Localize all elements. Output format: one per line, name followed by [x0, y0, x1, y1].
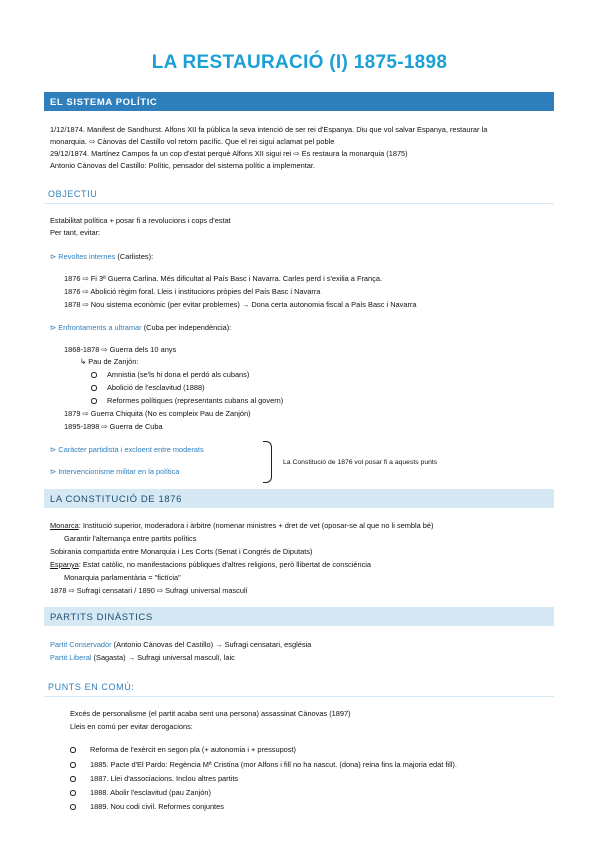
revoltes-tail: (Carlistes):	[115, 252, 154, 261]
partit-liberal	[50, 653, 235, 663]
espanya-label: Espanya	[50, 560, 79, 569]
zanjon-item: Amnistia (se'ls hi dona el perdó als cubans)	[107, 370, 250, 379]
intervencionisme-heading: ⊳ Intervencionisme militar en la política	[50, 467, 180, 476]
zanjon-item: Reformes polítiques (representants cubans al govern)	[107, 396, 284, 405]
monarca-label: Monarca	[50, 521, 79, 530]
monarca-text: : Institució superior, moderadora i àrbitre (nomenar ministres + dret de vet (oposar-se al que no li sembla bé)	[78, 521, 434, 530]
espanya-line	[50, 560, 371, 570]
revoltes-heading	[50, 252, 153, 262]
objectiu-line: Estabilitat política + posar fi a revolucions i cops d'estat	[50, 216, 231, 225]
objectiu-line: Per tant, evitar:	[50, 228, 101, 237]
bullet-icon	[70, 776, 76, 782]
constitucio-line: Monarquia parlamentària = "fictícia"	[64, 573, 181, 582]
bullet-icon	[70, 790, 76, 796]
constitucio-line: Sobirania compartida entre Monarquia i Les Corts (Senat i Congrés de Diputats)	[50, 547, 313, 556]
bullet-icon	[91, 385, 97, 391]
sistema-line: 1/12/1874. Manifest de Sandhurst. Alfons XII fa pública la seva intenció de ser rei d'Espanya. Diu que vol salvar Espanya, restaurar la	[50, 125, 488, 134]
section-title: LA CONSTITUCIÓ DE 1876	[50, 494, 182, 505]
punts-item: Reforma de l'exèrcit en segon pla (+ autonomia i + pressupost)	[90, 745, 296, 754]
sistema-line: Antonio Cànovas del Castillo: Polític, pensador del sistema polític a implementar.	[50, 161, 315, 170]
bullet-icon	[91, 372, 97, 378]
punts-line: Excés de personalisme (el partit acaba sent una persona) assassinat Cànovas (1897)	[70, 709, 351, 718]
revoltes-item: 1878 ⇨ Nou sistema econòmic (per evitar problemes) → Dona certa autonomia fiscal a País Basc i Navarra	[64, 300, 417, 309]
ultramar-label: ⊳ Enfrontaments a ultramar	[50, 323, 142, 332]
section-header-sistema	[44, 92, 554, 111]
brace-icon	[263, 441, 272, 483]
caracter-heading: ⊳ Caràcter partidista i excloent entre moderats	[50, 445, 204, 454]
zanjon-item: Abolició de l'esclavitud (1888)	[107, 383, 205, 392]
conservador-label: Partit Conservador	[50, 640, 112, 649]
section-title: EL SISTEMA POLÍTIC	[50, 97, 158, 108]
espanya-text: : Estat catòlic, no manifestacions públiques d'altres religions, però llibertat de consciència	[78, 560, 372, 569]
punts-item: 1887. Llei d'associacions. Inclou altres partits	[90, 774, 239, 783]
divider	[44, 696, 554, 697]
punts-item: 1889. Nou codi civil. Reformes conjuntes	[90, 802, 224, 811]
zanjon-heading: ↳ Pau de Zanjón:	[80, 357, 139, 366]
revoltes-label: ⊳ Revoltes internes	[50, 252, 116, 261]
monarca-line	[50, 521, 433, 531]
page-title: LA RESTAURACIÓ (I) 1875-1898	[151, 52, 448, 73]
cuba-item: 1895-1898 ⇨ Guerra de Cuba	[64, 422, 163, 431]
liberal-label: Partit Liberal	[50, 653, 92, 662]
partit-conservador	[50, 640, 311, 650]
subsection-title-punts: PUNTS EN COMÚ:	[48, 682, 135, 692]
brace-note: La Constitució de 1876 vol posar fi a aquests punts	[283, 459, 438, 466]
constitucio-line: 1878 ⇨ Sufragi censatari / 1890 ⇨ Sufragi universal masculí	[50, 586, 248, 595]
liberal-text: (Sagasta) → Sufragi universal masculí, laic	[91, 653, 235, 662]
bullet-icon	[70, 762, 76, 768]
revoltes-item: 1876 ⇨ Abolició règim foral. Lleis i institucions pròpies del País Basc i Navarra	[64, 287, 321, 296]
bullet-icon	[70, 747, 76, 753]
ultramar-heading	[50, 323, 231, 333]
sistema-line: 29/12/1874. Martínez Campos fa un cop d'estat perquè Alfons XII sigui rei ⇨ Es restaura la monarquia (1875)	[50, 149, 408, 158]
punts-item: 1885. Pacte d'El Pardo: Regència Mª Cristina (mor Alfons i fill no ha nascut. (dona) reina fins la majoria edat fill).	[90, 760, 457, 769]
punts-item: 1888. Abolir l'esclavitud (pau Zanjón)	[90, 788, 211, 797]
cuba-item: 1879 ⇨ Guerra Chiquita (No es compleix Pau de Zanjón)	[64, 409, 251, 418]
ultramar-tail: (Cuba per independència):	[141, 323, 232, 332]
bullet-icon	[91, 398, 97, 404]
divider	[44, 203, 554, 204]
conservador-text: (Antonio Cànovas del Castillo) → Sufragi censatari, església	[111, 640, 312, 649]
section-header-constitucio	[44, 489, 554, 508]
sistema-line: monarquia. ⇨ Cànovas del Castillo vol retorn pacífic. Que el rei sigui aclamat pel poble	[50, 137, 335, 146]
constitucio-line: Garantir l'alternança entre partits polítics	[64, 534, 197, 543]
section-header-partits	[44, 607, 554, 626]
revoltes-item: 1876 ⇨ Fi 3ª Guerra Carlina. Més dificultat al País Basc i Navarra. Carles perd i s'exilia a França.	[64, 274, 382, 283]
bullet-icon	[70, 804, 76, 810]
punts-line: Lleis en comú per evitar derogacions:	[70, 722, 193, 731]
section-title: PARTITS DINÀSTICS	[50, 612, 153, 623]
cuba-item: 1868-1878 ⇨ Guerra dels 10 anys	[64, 345, 177, 354]
subsection-title-objectiu: OBJECTIU	[48, 189, 98, 199]
